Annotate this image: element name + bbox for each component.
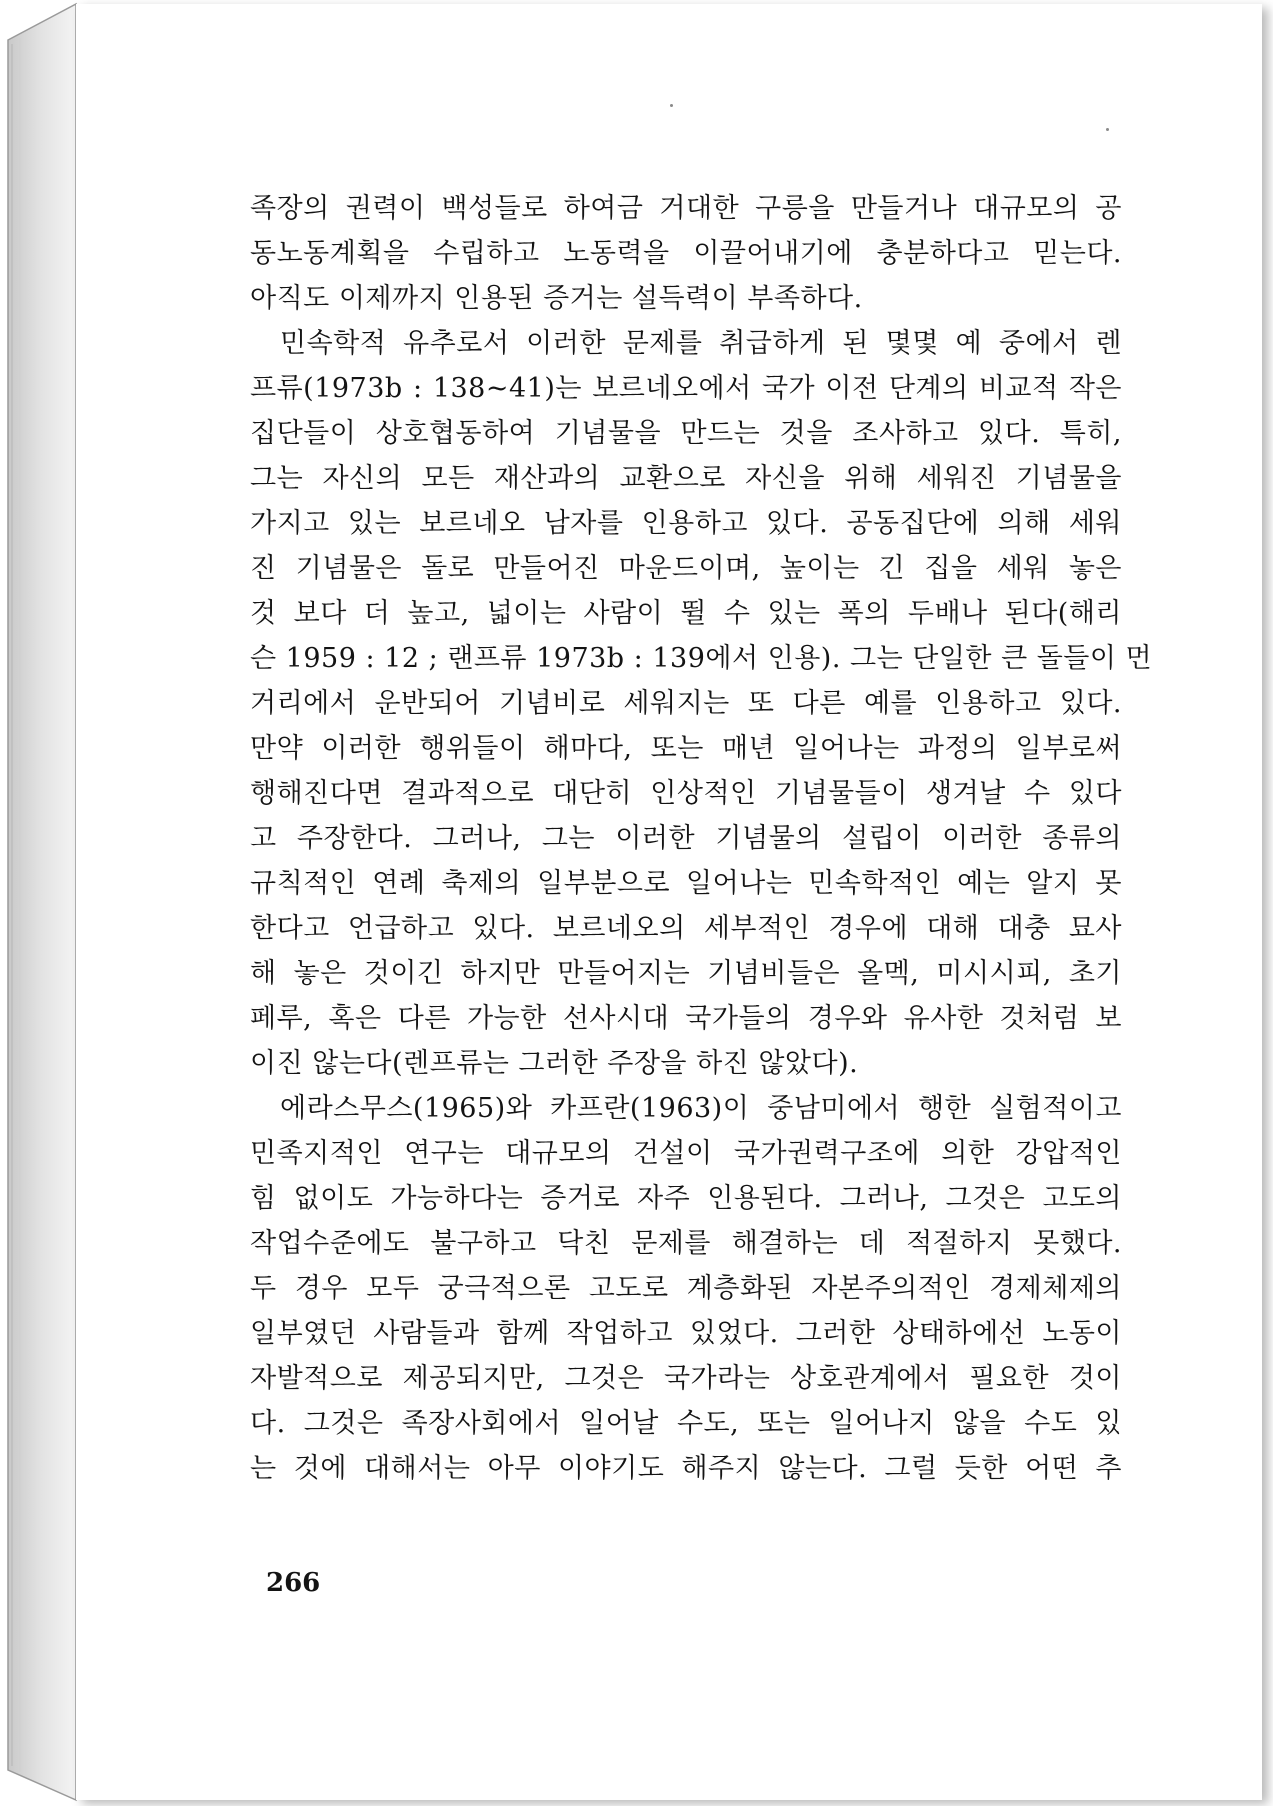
text-line: 행해진다면 결과적으로 대단히 인상적인 기념물들이 생겨날 수 있다: [250, 778, 1122, 809]
scan-speck: [1106, 128, 1109, 131]
page-number: 266: [266, 1568, 321, 1598]
text-line: 아직도 이제까지 인용된 증거는 설득력이 부족하다.: [250, 283, 863, 314]
text-line: 그는 자신의 모든 재산과의 교환으로 자신을 위해 세워진 기념물을: [250, 463, 1122, 494]
text-line: 가지고 있는 보르네오 남자를 인용하고 있다. 공동집단에 의해 세워: [250, 508, 1122, 539]
text-line: 해 놓은 것이긴 하지만 만들어지는 기념비들은 올멕, 미시시피, 초기: [250, 958, 1122, 989]
text-line: 진 기념물은 돌로 만들어진 마운드이며, 높이는 긴 집을 세워 놓은: [250, 553, 1122, 584]
scan-speck: [670, 104, 673, 107]
text-line: 규칙적인 연례 축제의 일부분으로 일어나는 민속학적인 예는 알지 못: [250, 868, 1122, 899]
text-line: 페루, 혹은 다른 가능한 선사시대 국가들의 경우와 유사한 것처럼 보: [250, 1003, 1122, 1034]
text-line: 한다고 언급하고 있다. 보르네오의 세부적인 경우에 대해 대충 묘사: [250, 913, 1122, 944]
text-line: 다. 그것은 족장사회에서 일어날 수도, 또는 일어나지 않을 수도 있: [250, 1408, 1122, 1439]
text-line: 는 것에 대해서는 아무 이야기도 해주지 않는다. 그럴 듯한 어떤 추: [250, 1453, 1122, 1484]
text-line: 두 경우 모두 궁극적으론 고도로 계층화된 자본주의적인 경제체제의: [250, 1273, 1122, 1304]
text-line: 이진 않는다(렌프류는 그러한 주장을 하진 않았다).: [250, 1048, 859, 1079]
text-line: 거리에서 운반되어 기념비로 세워지는 또 다른 예를 인용하고 있다.: [250, 688, 1122, 719]
text-line: 고 주장한다. 그러나, 그는 이러한 기념물의 설립이 이러한 종류의: [250, 823, 1122, 854]
text-line: 동노동계획을 수립하고 노동력을 이끌어내기에 충분하다고 믿는다.: [250, 238, 1122, 269]
text-line: 프류(1973b : 138~41)는 보르네오에서 국가 이전 단계의 비교적 작은: [250, 373, 1122, 404]
body-text: [250, 186, 1153, 1491]
text-line: 민족지적인 연구는 대규모의 건설이 국가권력구조에 의한 강압적인: [250, 1138, 1122, 1169]
text-line: 족장의 권력이 백성들로 하여금 거대한 구릉을 만들거나 대규모의 공: [250, 193, 1122, 224]
text-line: 집단들이 상호협동하여 기념물을 만드는 것을 조사하고 있다. 특히,: [250, 418, 1122, 449]
text-line: 에라스무스(1965)와 카프란(1963)이 중남미에서 행한 실험적이고: [280, 1093, 1122, 1124]
text-line: 일부였던 사람들과 함께 작업하고 있었다. 그러한 상태하에선 노동이: [250, 1318, 1122, 1349]
text-line: 자발적으로 제공되지만, 그것은 국가라는 상호관계에서 필요한 것이: [250, 1363, 1122, 1394]
text-line: 것 보다 더 높고, 넓이는 사람이 뛸 수 있는 폭의 두배나 된다(해리: [250, 598, 1122, 629]
text-line: 힘 없이도 가능하다는 증거로 자주 인용된다. 그러나, 그것은 고도의: [250, 1183, 1122, 1214]
text-line: 슨 1959 : 12 ; 랜프류 1973b : 139에서 인용). 그는 단일한 큰 돌들이 먼: [250, 643, 1153, 674]
text-line: 만약 이러한 행위들이 해마다, 또는 매년 일어나는 과정의 일부로써: [250, 733, 1122, 764]
text-line: 민속학적 유추로서 이러한 문제를 취급하게 된 몇몇 예 중에서 렌: [280, 328, 1122, 359]
text-line: 작업수준에도 불구하고 닥친 문제를 해결하는 데 적절하지 못했다.: [250, 1228, 1122, 1259]
